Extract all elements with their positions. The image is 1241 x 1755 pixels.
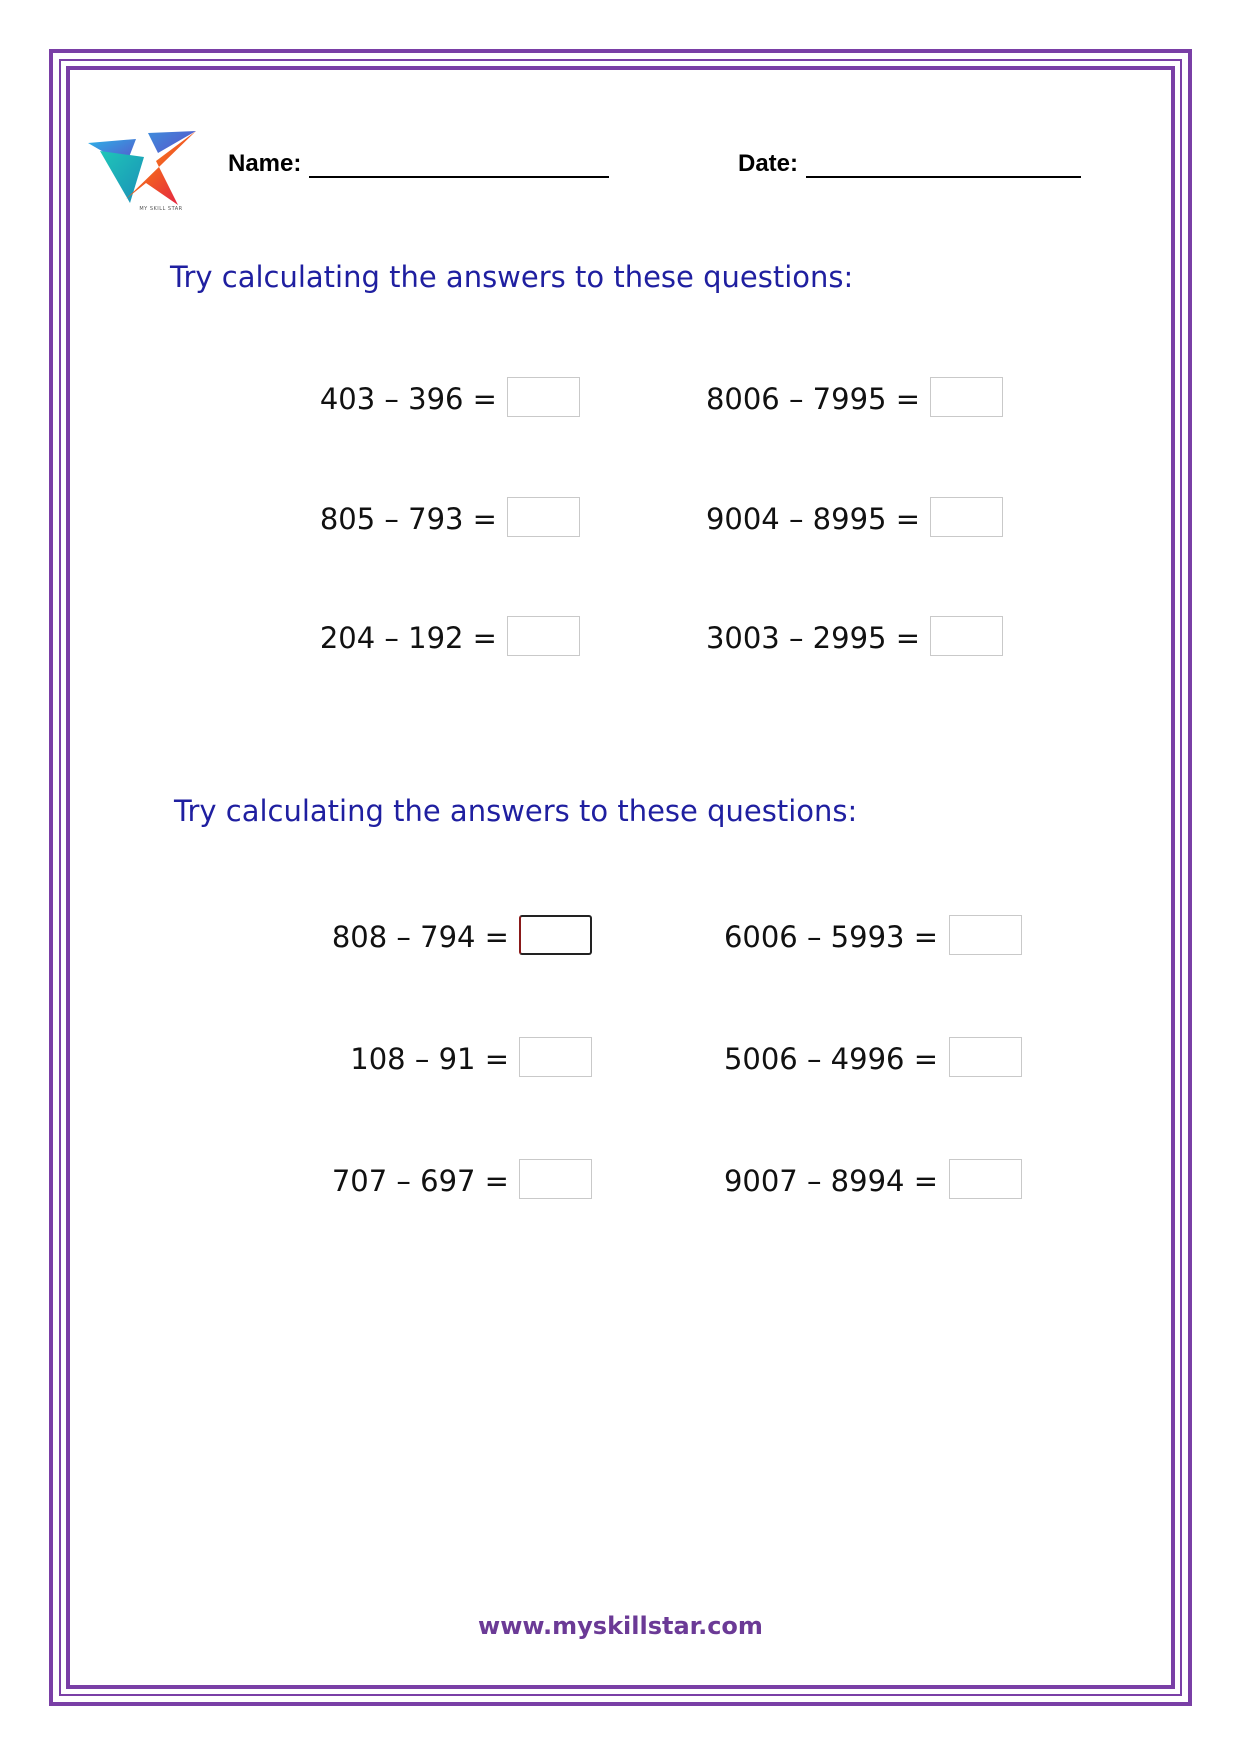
date-label: Date:	[738, 150, 799, 177]
problem-1-5: 204 – 192 =	[319, 621, 497, 655]
answer-box-1-1[interactable]	[507, 377, 580, 417]
answer-box-2-4[interactable]	[949, 1037, 1022, 1077]
problem-1-2: 8006 – 7995 =	[705, 382, 920, 416]
problem-2-3: 108 – 91 =	[350, 1042, 509, 1076]
section1-instruction: Try calculating the answers to these questions:	[170, 260, 854, 294]
answer-box-1-2[interactable]	[930, 377, 1003, 417]
answer-box-2-5[interactable]	[519, 1159, 592, 1199]
date-field[interactable]	[738, 150, 1081, 178]
answer-box-1-4[interactable]	[930, 497, 1003, 537]
problem-1-6: 3003 – 2995 =	[705, 621, 920, 655]
problem-2-4: 5006 – 4996 =	[723, 1042, 938, 1076]
section2-instruction: Try calculating the answers to these questions:	[174, 794, 858, 828]
problem-1-4: 9004 – 8995 =	[705, 502, 920, 536]
answer-box-1-6[interactable]	[930, 616, 1003, 656]
answer-box-1-3[interactable]	[507, 497, 580, 537]
problem-1-1: 403 – 396 =	[319, 382, 497, 416]
problem-1-3: 805 – 793 =	[319, 502, 497, 536]
answer-box-2-1[interactable]	[519, 915, 592, 955]
answer-box-1-5[interactable]	[507, 616, 580, 656]
date-line[interactable]	[806, 152, 1081, 178]
name-line[interactable]	[309, 152, 609, 178]
name-label: Name:	[228, 150, 302, 177]
problem-2-1: 808 – 794 =	[331, 920, 509, 954]
answer-box-2-2[interactable]	[949, 915, 1022, 955]
name-field[interactable]	[228, 150, 609, 178]
problem-2-6: 9007 – 8994 =	[723, 1164, 938, 1198]
problem-2-2: 6006 – 5993 =	[723, 920, 938, 954]
answer-box-2-6[interactable]	[949, 1159, 1022, 1199]
answer-box-2-3[interactable]	[519, 1037, 592, 1077]
footer-url[interactable]: www.myskillstar.com	[478, 1612, 763, 1640]
logo-text: MY SKILL STAR	[139, 206, 183, 212]
page-border-inner	[66, 66, 1175, 1689]
myskillstar-logo-icon	[86, 103, 200, 215]
problem-2-5: 707 – 697 =	[331, 1164, 509, 1198]
